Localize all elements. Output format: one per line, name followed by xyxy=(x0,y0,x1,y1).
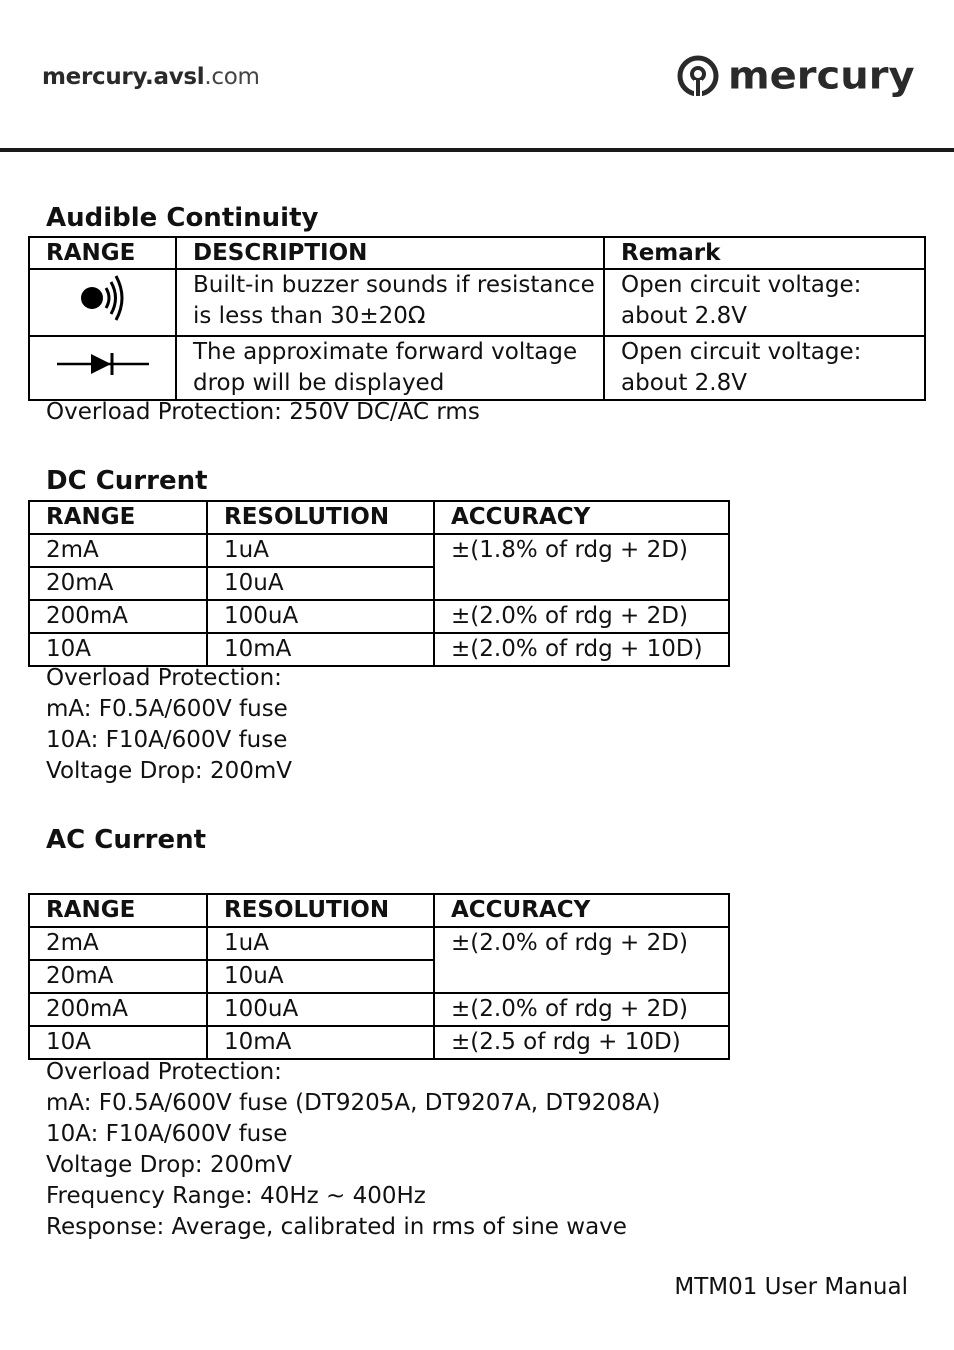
remark-cell: Open circuit voltage: about 2.8V xyxy=(604,269,925,336)
accuracy-cell: ±(2.0% of rdg + 2D) xyxy=(434,600,729,633)
description-cell: Built-in buzzer sounds if resistance is less than 30±20Ω xyxy=(176,269,604,336)
resolution-cell: 1uA xyxy=(207,534,434,567)
note-line: 10A: F10A/600V fuse xyxy=(46,727,288,753)
table-row xyxy=(29,993,729,1026)
range-cell: 200mA xyxy=(29,993,207,1026)
column-header: ACCURACY xyxy=(434,894,729,927)
continuity-note: Overload Protection: 250V DC/AC rms xyxy=(46,399,480,425)
header-divider xyxy=(0,148,954,152)
brand-logo xyxy=(676,52,915,100)
site-url-tld: .com xyxy=(204,64,260,90)
continuity-table xyxy=(28,236,926,401)
resolution-cell: 100uA xyxy=(207,600,434,633)
column-header: RANGE xyxy=(29,237,176,269)
section-title-ac: AC Current xyxy=(46,825,207,855)
resolution-cell: 100uA xyxy=(207,993,434,1026)
accuracy-cell: ±(1.8% of rdg + 2D) xyxy=(434,534,729,600)
mercury-logo-icon xyxy=(676,54,720,98)
table-header-row xyxy=(29,894,729,927)
buzzer-icon xyxy=(73,270,133,326)
remark-cell: Open circuit voltage: about 2.8V xyxy=(604,336,925,400)
table-row xyxy=(29,1026,729,1059)
section-title-continuity: Audible Continuity xyxy=(46,203,319,233)
note-line: Frequency Range: 40Hz ~ 400Hz xyxy=(46,1183,426,1209)
table-row xyxy=(29,534,729,567)
description-cell: The approximate forward voltage drop will be displayed xyxy=(176,336,604,400)
table-header-row xyxy=(29,501,729,534)
resolution-cell: 10mA xyxy=(207,1026,434,1059)
column-header: ACCURACY xyxy=(434,501,729,534)
range-cell: 20mA xyxy=(29,567,207,600)
note-line: Overload Protection: xyxy=(46,1059,282,1085)
range-cell: 20mA xyxy=(29,960,207,993)
table-row xyxy=(29,633,729,666)
note-line: 10A: F10A/600V fuse xyxy=(46,1121,288,1147)
accuracy-cell: ±(2.0% of rdg + 2D) xyxy=(434,927,729,993)
accuracy-cell: ±(2.0% of rdg + 10D) xyxy=(434,633,729,666)
note-line: mA: F0.5A/600V fuse (DT9205A, DT9207A, DT9208A) xyxy=(46,1090,661,1116)
section-title-dc: DC Current xyxy=(46,466,208,496)
accuracy-cell: ±(2.5 of rdg + 10D) xyxy=(434,1026,729,1059)
table-row xyxy=(29,336,925,400)
dc-notes xyxy=(46,663,292,787)
resolution-cell: 10mA xyxy=(207,633,434,666)
diode-icon xyxy=(53,349,153,379)
site-url xyxy=(42,64,260,90)
resolution-cell: 1uA xyxy=(207,927,434,960)
range-cell: 10A xyxy=(29,633,207,666)
brand-name: mercury xyxy=(728,54,915,98)
range-cell: 10A xyxy=(29,1026,207,1059)
dc-current-table xyxy=(28,500,730,667)
range-cell xyxy=(29,269,176,336)
note-line: Voltage Drop: 200mV xyxy=(46,758,293,784)
note-line: Response: Average, calibrated in rms of sine wave xyxy=(46,1214,627,1240)
column-header: DESCRIPTION xyxy=(176,237,604,269)
site-url-main: mercury.avsl xyxy=(42,64,205,90)
note-line: Overload Protection: xyxy=(46,665,282,691)
table-row xyxy=(29,600,729,633)
column-header: Remark xyxy=(604,237,925,269)
column-header: RANGE xyxy=(29,894,207,927)
table-row xyxy=(29,269,925,336)
column-header: RANGE xyxy=(29,501,207,534)
range-cell: 200mA xyxy=(29,600,207,633)
column-header: RESOLUTION xyxy=(207,894,434,927)
resolution-cell: 10uA xyxy=(207,960,434,993)
range-cell: 2mA xyxy=(29,927,207,960)
table-header-row xyxy=(29,237,925,269)
range-cell xyxy=(29,336,176,400)
column-header: RESOLUTION xyxy=(207,501,434,534)
range-cell: 2mA xyxy=(29,534,207,567)
table-row xyxy=(29,927,729,960)
accuracy-cell: ±(2.0% of rdg + 2D) xyxy=(434,993,729,1026)
ac-notes xyxy=(46,1057,660,1243)
ac-current-table xyxy=(28,893,730,1060)
page-footer: MTM01 User Manual xyxy=(674,1274,908,1300)
note-line: Voltage Drop: 200mV xyxy=(46,1152,293,1178)
resolution-cell: 10uA xyxy=(207,567,434,600)
note-line: mA: F0.5A/600V fuse xyxy=(46,696,288,722)
